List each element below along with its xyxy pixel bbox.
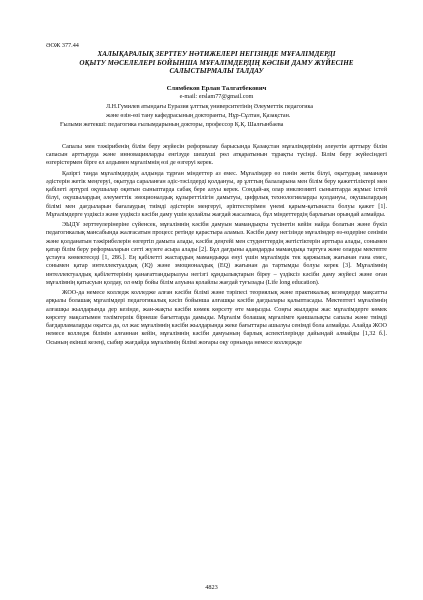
affiliation-line: және өзін-өзі тану кафедрасының докторанты, Нұр-Сұлтан, Қазақстан. [106,112,291,119]
body-paragraph: ЖОО-да немесе колледж колледже алған кәсіби білімі және тәріпесі теориялық және практикалық кезеңдерде мақсатты арқылы болашақ мұғалімдері педагогикалық кәсіп бойынша алғашқы кәсіби дағдылары қалыптасады. Мектептегі мұғалімнің алғашқы жылдарында дер кезінде, жан-жақты кәсіби көмек көрсету өте маңызды. Соңғы жылдары жас мұғалімдерге көмек көрсету мақсатымен тәлімгерлік бірнеше бағыттарда дамыды. Мұғалім болашақ мұғалімге қаншалықты сапалы және тиімді бағдарламаларды оқытса да, ол жас мұғалімнің кәсіби жылдарында жеке бағыттары ашылуы сенімді бола алмайды. Алайда ЖОО немесе колледж білімін алғаннан кейін, мұғалімнің кәсіби дамуының барлық аспектілерінде дайындай алмайды [1,32 б.]. Осының екінші кезеңі, сыбир жағдайда мұғалімнің білімі жоғары оқу орнында немесе колледжде [46,290,387,346]
author-name: Слямбеков Ерлан Талгатбекович [166,84,267,92]
article-title [46,50,387,76]
title-line: ОҚЫТУ МӘСЕЛЕЛЕРІ БОЙЫНША МҰҒАЛІМДЕРДІҢ КӘСІБИ ДАМУ ЖҮЙЕСІНЕ [79,58,354,67]
body-paragraph: Қазіргі таңда мұғалімдердің алдында тұрған міндеттер аз емес. Мұғалімдер өз пәнін жетік білуі, оқытудың заманауи әдістерін жетік меңгеруі, оқытуда сараланған әдіс-тәсілдерді қолдануы, әр ұлттың балаларына мен білім беру қажеттіліктері мен қабілеті әртүрлі оқушылар оқитын сыныптарда сабақ бере алуы керек. Сондай-ақ олар инклюзивті сыныптарда жұмыс істей білуі, оқушылардың әлеуметтік эмоционалдық құзыреттілігін дамытуы, цифрлық технологияларды қолдануы, оқушылардың білімі мен дағдыларын бағалаудың тиімді әдістерін меңгеруі, әріптестерімен үнемі қарым-қатынаста болуы қажет [1]. Мұғалімдерге үздіксіз және үздіксіз кәсіби даму үшін қолайлы жағдай жасалмаса, бұл міндеттердің барлығын орындай алмайды. [46,170,387,218]
affiliation-line: Л.Н.Гумилев атындағы Еуразия ұлттық университетінің Әлеуметтік педагогика [106,104,314,111]
body-paragraph: ЭЫДҰ зерттеулерінеріне сүйенсек, мұғалімнің кәсіби дамуын мамандықты түсінетін кейін найда болатын және бүкіл педагогикалық мансабында жалғасатын процесс ретінде қарастыра аламыз. Кәсіби даму негізінде мұғалімдер өз-өздеріне сенімін және қолданатын тәжірибелерін өзгертіп дамыта алады, кәсіби деңгейі мен студенттердің жетістіктерін арттыра алады, сонымен қатар білім беру реформаларын сәтті жүзеге асыра алады [2]. Бұл дағдыны адамдарды мамандықа тартуға және оларды мектепте ұстауға көмектеседі [1, 286.]. Ең қабілетті жастардың мамандыққа енуі үшін мұғалімдік тек қаржылық жағынан ғана емес, сонымен қатар интеллектуалдық (IQ) және эмоционалдық (EQ) жағынан да тартымды болуы керек [3]. Мұғалімнің интеллектуалдық қабілеттерінің қанағаттандырылуы негізгі құндылықтарын біреу – үздіксіз кәсіби даму жүйесі және оған мұғалімнің қатысуын қолдау, ол өмір бойы білім алуына қолайлы жағдай туғызады (Life long education). [46,222,387,286]
author-block [46,85,387,129]
affiliation [46,103,387,119]
udc-code: ӘОЖ 377.44 [46,42,79,49]
author-email: e-mail: erslam77@gmail.com [179,93,254,101]
scientific-advisor: Ғылыми жетекші: педагогика ғылымдарының докторы, профессор Қ.Қ. Шалғынбаева [60,121,284,128]
title-line: ХАЛЫҚАРАЛЫҚ ЗЕРТТЕУ НӘТИЖЕЛЕРІ НЕГІЗІНДЕ МҰҒАЛІМДЕРДІ [97,50,336,58]
title-line: САЛЫСТЫРМАЛЫ ТАЛДАУ [169,67,264,76]
page-number: 4823 [205,584,218,591]
body-paragraph: Сапалы мен тәжірибенің білім беру жүйесін реформалау барысында Қазақстан мұғалімдерінің әлеуетін арттыру білім сапасын арттыруда және инновацияларды енгізуде шешуші рөл атқаратынын тұрақты түсінді. Білім беру жүйесіндегі өзгерістермен бірге ел алдымен мұғалімнің өзі де өзгеруі керек. [46,143,387,167]
article-body [46,143,387,347]
